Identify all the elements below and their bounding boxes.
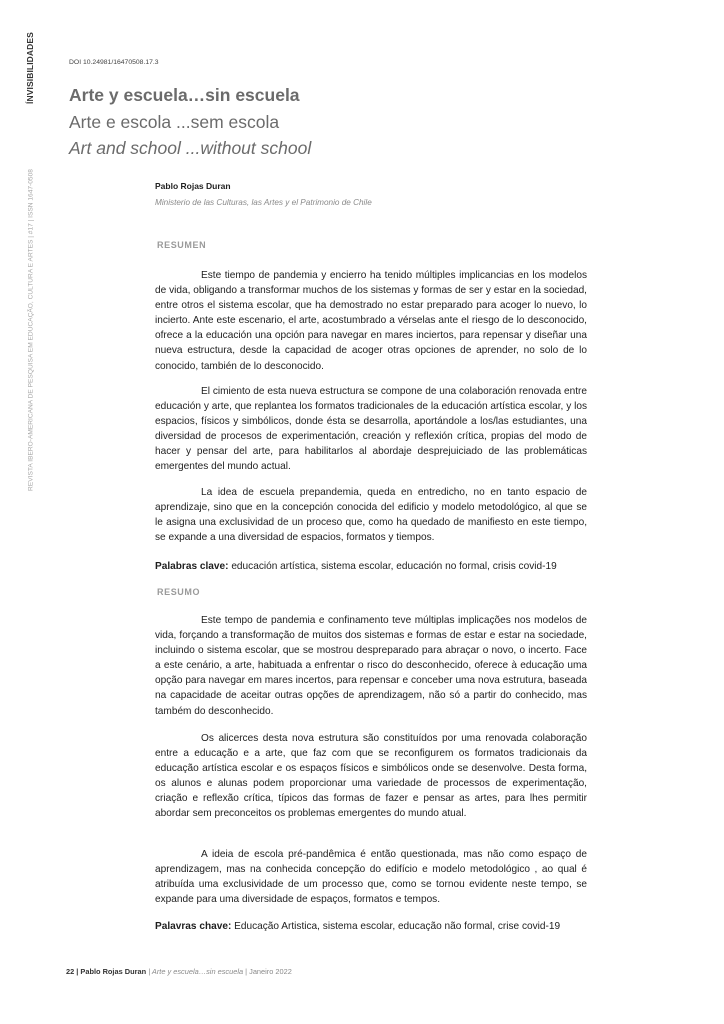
resumen-heading: RESUMEN (157, 240, 207, 250)
author-affiliation: Ministerio de las Culturas, las Artes y el Patrimonio de Chile (155, 198, 372, 207)
resumen-paragraph: Este tiempo de pandemia y encierro ha tenido múltiples implicancias en los modelos de vida, obligando a transformar muchos de los sistemas y formas de ser y estar en la sociedad, entre otros el sistema escolar, que ha demostrado no estar preparado para acoger lo nuevo, lo incierto. Ante este escenario, el arte, acostumbrado a vérselas ante el riesgo de lo desconocido, ofrece a la educación una opción para navegar en mares inciertos, para repensar y diseñar una nueva estructura, desde la capacidad de acoger otras opciones de aprender, no solo de lo conocido, también de lo desconocido. (155, 270, 587, 372)
journal-info-text: REVISTA IBERO-AMERICANA DE PESQUISA EM EDUCAÇÃO, CULTURA E ARTES | #17 | ISSN 1647-0508 (27, 169, 35, 491)
title-portuguese: Arte e escola ...sem escola (69, 112, 280, 132)
doi: DOI 10.24981/16470508.17.3 (69, 59, 159, 66)
title-spanish: Arte y escuela…sin escuela (69, 85, 300, 105)
page-number: 22 | (66, 967, 79, 976)
resumen-paragraph: El cimiento de esta nueva estructura se compone de una colaboración renovada entre educación y arte, que replantea los formatos tradicionales de la educación artística escolar, y los espacios, físicos y simbólicos, donde ésta se desarrolla, aportándole a los/las estudiantes, una diversidad de procesos de experimentación, creación y reflexión crítica, propias del modo de hacer y pensar del arte, para habilitarlos al abordaje desprejuiciado de las problemáticas emergentes del mundo actual. (155, 386, 587, 473)
resumen-paragraph: La idea de escuela prepandemia, queda en entredicho, no en tanto espacio de aprendizaje, sino que en la concepción conocida del edificio y modelo metodológico, al que se le asigna una exclusividad de un proceso que, como ha quedado de manifiesto en este tiempo, se expande a una diversidad de espacios, formatos y tiempos. (155, 487, 587, 544)
resumen-keywords (155, 561, 595, 572)
keywords-label: Palabras clave: (155, 561, 229, 572)
page-footer (66, 967, 292, 976)
keywords-text: educación artística, sistema escolar, educación no formal, crisis covid-19 (228, 561, 557, 572)
author-name: Pablo Rojas Duran (155, 181, 231, 191)
resumo-paragraph: Este tempo de pandemia e confinamento teve múltiplas implicações nos modelos de vida, forçando a transformação de muitos dos sistemas e formas de estar e estar na sociedade, incluindo o sistema escolar, que se mostrou despreparado para abraçar o novo, o incerto. Face a este cenário, a arte, habituada a enfrentar o risco do desconhecido, oferece à educação uma opção para navegar em mares incertos, para repensar e conceber uma nova estrutura, baseada na capacidade de aceitar outras opções de aprendizagem, não só a partir do conhecido, mas também do desconhecido. (155, 615, 587, 717)
journal-info-vertical (25, 130, 37, 530)
keywords-text: Educação Artistica, sistema escolar, educação não formal, crise covid-19 (231, 921, 561, 932)
resumo-keywords (155, 921, 595, 932)
title-english: Art and school ...without school (69, 138, 312, 158)
keywords-label: Palavras chave: (155, 921, 232, 932)
footer-title: | Arte y escuela…sin escuela (148, 967, 244, 976)
footer-author: Pablo Rojas Duran (80, 967, 147, 976)
resumo-paragraph: Os alicerces desta nova estrutura são constituídos por uma renovada colaboração entre a educação e a arte, que faz com que se reconfigurem os formatos tradicionais da educação artística escolar e os espaços físicos e simbólicos onde se desenvolve. Desta forma, os alunos e alunas podem proporcionar uma variedade de processos de experimentação, criação e reflexão crítica, típicos das formas de fazer e pensar as artes, para lhes permitir abordar sem preconceitos os problemas emergentes do mundo atual. (155, 733, 587, 820)
journal-brand-vertical (23, 23, 37, 113)
journal-brand-text: ÍNVISIBILIDADES (25, 32, 35, 104)
resumo-paragraph: A ideia de escola pré-pandêmica é então questionada, mas não como espaço de aprendizagem, mas na conhecida concepção do edifício e modelo metodológico , ao qual é atribuída uma exclusividade de um processo que, como se tornou evidente neste tempo, se expande para uma diversidade de espaços, formatos e tempos. (155, 849, 587, 906)
footer-date: | Janeiro 2022 (245, 967, 292, 976)
resumo-heading: RESUMO (157, 587, 201, 597)
